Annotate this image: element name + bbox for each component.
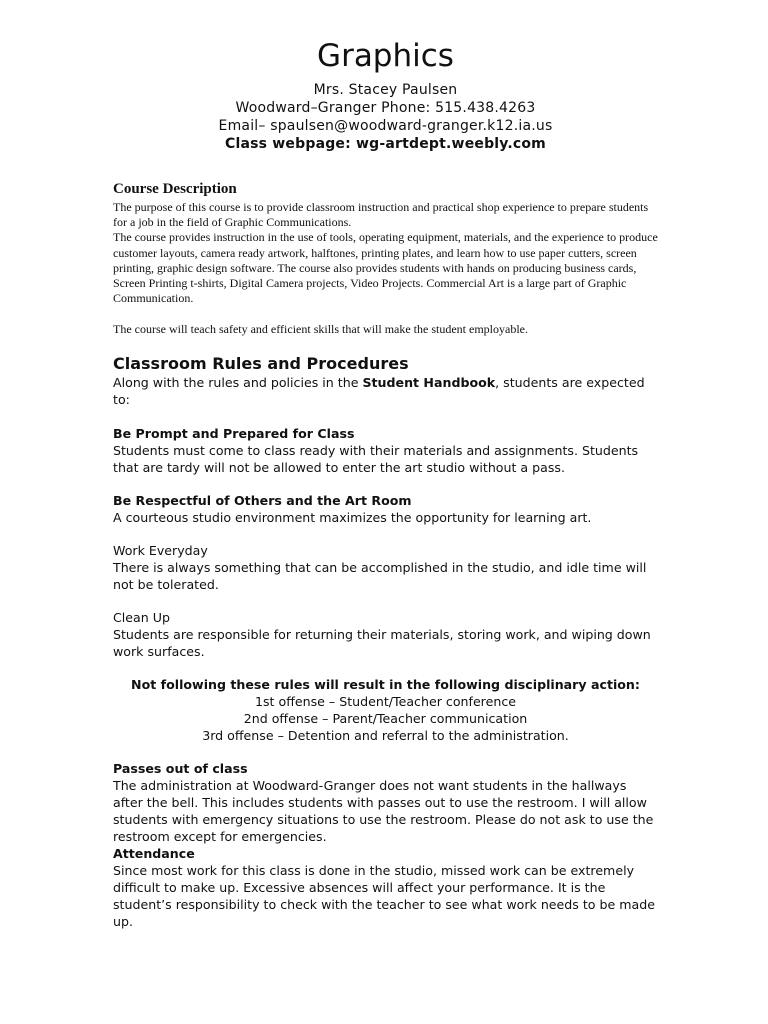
document-header (113, 34, 658, 153)
rule-item (113, 492, 658, 526)
student-handbook-label: Student Handbook (362, 374, 496, 390)
passes-text: The administration at Woodward-Granger does not want students in the hallways after the bell. This includes students with passes out to use the restroom. I will allow students with emergency situations to use the restroom. Please do not ask to use the restroom except for emergencies. (113, 777, 654, 844)
page-title: Graphics (317, 38, 454, 74)
rule-title: Clean Up (113, 609, 170, 625)
course-description-paragraph-2: The course provides instruction in the use of tools, operating equipment, materials, and the experience to produce customer layouts, camera ready artwork, halftones, printing plates, and learn how to use paper cutters, screen printing, graphic design software. The course also provides students with hands on producing business cards, Screen Printing t-shirts, Digital Camera projects, Video Projects. Commercial Art is a large part of Graphic Communication. (113, 230, 658, 306)
offense-2: 2nd offense – Parent/Teacher communication (243, 710, 528, 726)
passes-section (113, 760, 658, 845)
discipline-section (113, 676, 658, 744)
rule-text: Students are responsible for returning their materials, storing work, and wiping down work surfaces. (113, 626, 651, 659)
rule-title: Be Prompt and Prepared for Class (113, 425, 355, 441)
course-description-heading: Course Description (113, 181, 237, 197)
offense-1: 1st offense – Student/Teacher conference (254, 693, 516, 709)
attendance-section (113, 845, 658, 930)
course-description-paragraph-1: The purpose of this course is to provide classroom instruction and practical shop experience to prepare students for a job in the field of Graphic Communications. (113, 200, 649, 230)
attendance-text: Since most work for this class is done in the studio, missed work can be extremely difficult to make up. Excessive absences will affect your performance. It is the student’s responsibility to check with the teacher to see what work needs to be made up. (113, 862, 655, 929)
rules-intro-before: Along with the rules and policies in the (113, 374, 363, 390)
rule-item (113, 425, 658, 476)
course-description-section (113, 180, 658, 338)
phone-line: Woodward–Granger Phone: 515.438.4263 (235, 100, 536, 116)
discipline-heading: Not following these rules will result in the following disciplinary action: (131, 676, 640, 692)
attendance-heading: Attendance (113, 845, 195, 861)
rule-text: Students must come to class ready with their materials and assignments. Students that are tardy will not be allowed to enter the art studio without a pass. (113, 442, 639, 475)
rules-intro-after: , students are expected to: (113, 374, 645, 407)
rules-section (113, 354, 658, 660)
offense-3: 3rd offense – Detention and referral to the administration. (202, 727, 569, 743)
rule-item (113, 609, 658, 660)
webpage-line: Class webpage: wg-artdept.weebly.com (225, 136, 546, 152)
passes-heading: Passes out of class (113, 760, 248, 776)
rule-title: Be Respectful of Others and the Art Room (113, 492, 412, 508)
email-line: Email– spaulsen@woodward-granger.k12.ia.us (218, 118, 553, 134)
rules-heading: Classroom Rules and Procedures (113, 353, 409, 373)
rules-intro (113, 374, 658, 408)
teacher-name: Mrs. Stacey Paulsen (313, 82, 458, 98)
rule-item (113, 542, 658, 593)
document-page (113, 34, 658, 930)
rule-text: A courteous studio environment maximizes the opportunity for learning art. (113, 509, 592, 525)
rule-title: Work Everyday (113, 542, 208, 558)
rule-text: There is always something that can be accomplished in the studio, and idle time will not be tolerated. (113, 559, 647, 592)
course-description-paragraph-3: The course will teach safety and efficient skills that will make the student employable. (113, 322, 528, 337)
